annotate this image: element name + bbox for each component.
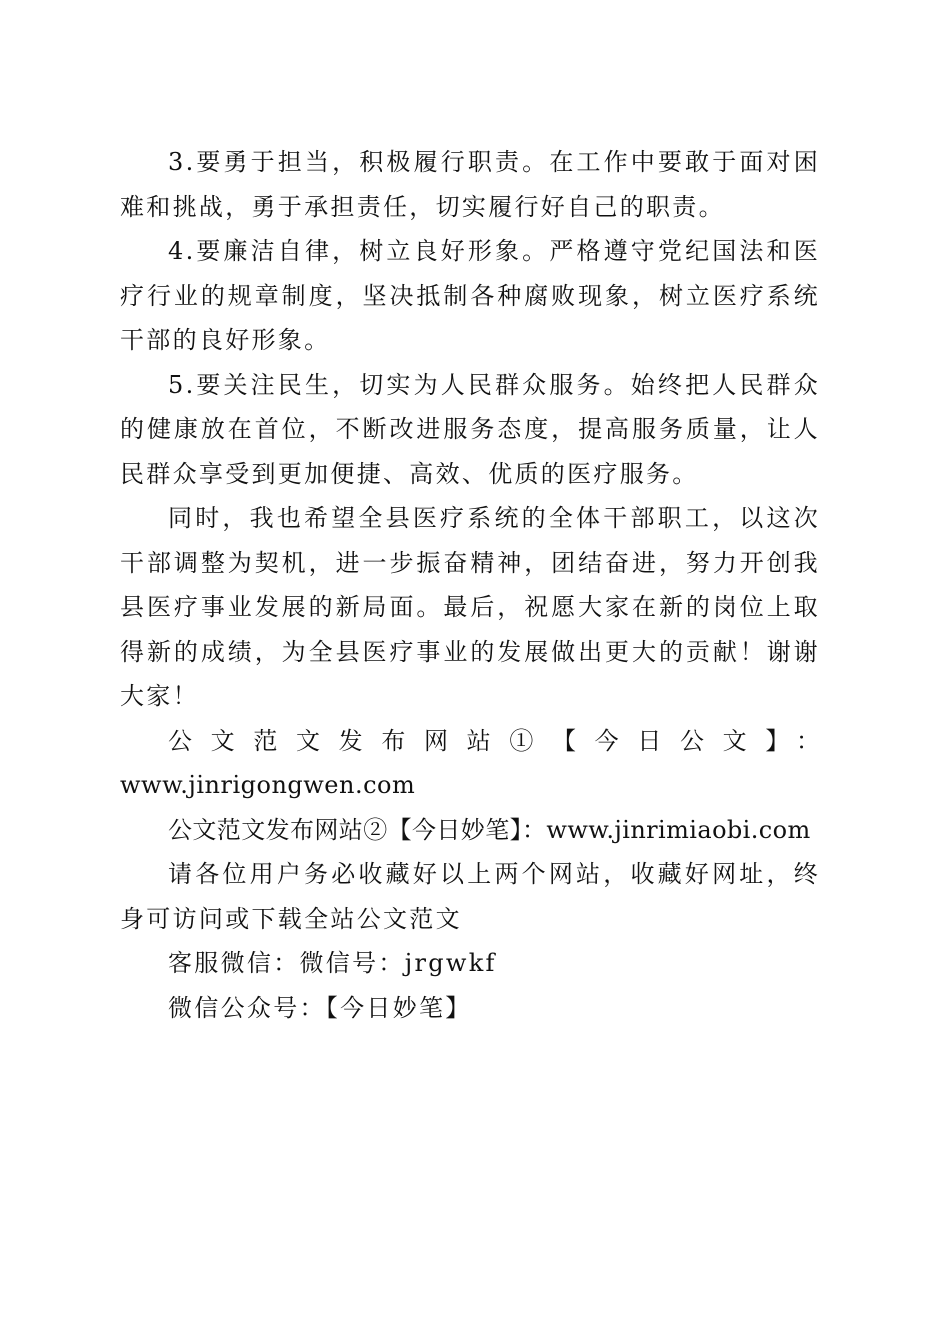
document-page [120, 140, 820, 1030]
site2-line: 公文范文发布网站②【今日妙笔】：www.jinrimiaobi.com [168, 815, 811, 844]
paragraph-item-3: 3.要勇于担当，积极履行职责。在工作中要敢于面对困难和挑战，勇于承担责任，切实履行好自己的职责。 [120, 148, 820, 221]
paragraph-item-4: 4.要廉洁自律，树立良好形象。严格遵守党纪国法和医疗行业的规章制度，坚决抵制各种腐败现象，树立医疗系统干部的良好形象。 [120, 237, 820, 354]
wechat-account: 微信公众号：【今日妙笔】 [168, 993, 472, 1022]
site1-url: www.jinrigongwen.com [120, 771, 416, 799]
closing-paragraph: 同时，我也希望全县医疗系统的全体干部职工，以这次干部调整为契机，进一步振奋精神，团结奋进，努力开创我县医疗事业发展的新局面。最后，祝愿大家在新的岗位上取得新的成绩，为全县医疗事业的发展做出更大的贡献！谢谢大家！ [120, 504, 820, 710]
wechat-service: 客服微信：微信号：jrgwkf [168, 949, 497, 977]
paragraph-item-5: 5.要关注民生，切实为人民群众服务。始终把人民群众的健康放在首位，不断改进服务态度，提高服务质量，让人民群众享受到更加便捷、高效、优质的医疗服务。 [120, 370, 820, 488]
bookmark-notice: 请各位用户务必收藏好以上两个网站，收藏好网址，终身可访问或下载全站公文范文 [120, 860, 820, 933]
site1-label: 公文范文发布网站①【今日公文】： [168, 726, 820, 755]
